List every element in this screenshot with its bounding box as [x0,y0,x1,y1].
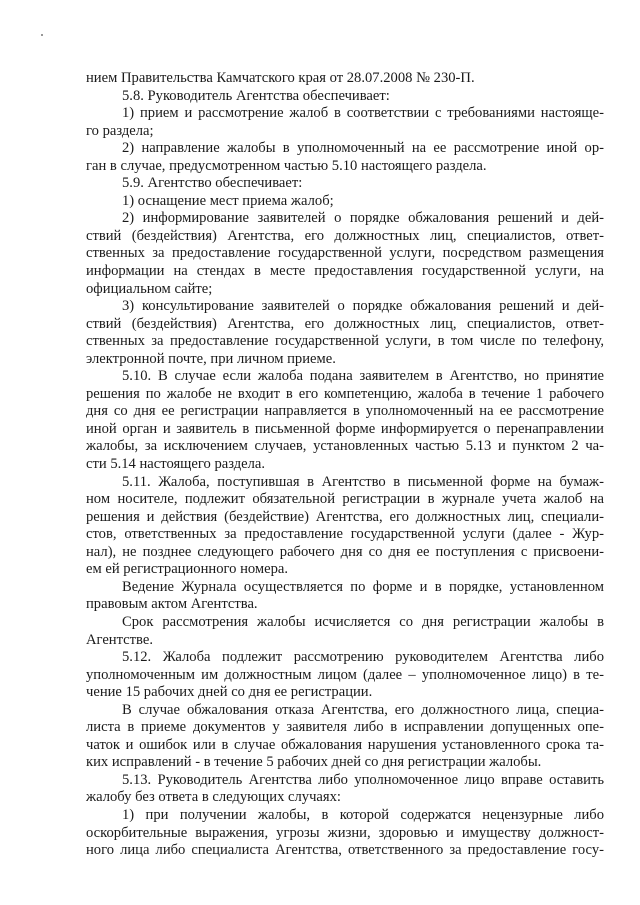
text-line: ствий (бездействия) Агентства, его должностных лиц, специалистов, ответ- [86,315,604,332]
text-line: правовым актом Агентства. [86,596,258,613]
text-line: стов, ответственных за предоставление государственной услуги (далее - Жур- [86,526,604,543]
document-body [86,70,604,860]
text-line: ган в случае, предусмотренном частью 5.10 настоящего раздела. [86,157,487,174]
text-line: ствий (бездействия) Агентства, его должностных лиц, специалистов, ответ- [86,227,604,244]
text-line: Срок рассмотрения жалобы исчисляется со дня регистрации жалобы в [122,613,604,630]
text-line: 5.9. Агентство обеспечивает: [122,175,303,192]
text-line: ственных за предоставление государственной услуги, в том числе по телефону, [86,333,604,350]
text-line: 1) оснащение мест приема жалоб; [122,192,334,209]
text-line: ном носителе, подлежит обязательной регистрации в журнале учета жалоб на [86,491,604,508]
text-line: электронной почте, при личном приеме. [86,350,336,367]
text-line: го раздела; [86,122,154,139]
text-line: 5.12. Жалоба подлежит рассмотрению руководителем Агентства либо [122,649,604,666]
text-line: 2) направление жалобы в уполномоченный на ее рассмотрение иной ор- [122,140,604,157]
text-line: информации на стендах в месте предоставления государственной услуги, на [86,263,604,280]
text-line: уполномоченным им должностным лицом (далее – уполномоченное лицо) в те- [86,666,604,683]
text-line: решения и действия (бездействие) Агентства, его должностных лиц, специали- [86,508,604,525]
text-line: 1) прием и рассмотрение жалоб в соответствии с требованиями настояще- [122,105,604,122]
text-line: ного лица либо специалиста Агентства, ответственного за предоставление госу- [86,842,604,859]
text-line: жалобу без ответа в следующих случаях: [86,789,341,806]
text-line: официальном сайте; [86,280,213,297]
text-line: ких исправлений - в течение 5 рабочих дней со дня регистрации жалобы. [86,754,542,771]
text-line: ем ей регистрационного номера. [86,561,289,578]
text-line: 3) консультирование заявителей о порядке обжалования решений и дей- [122,298,604,315]
text-line: жалобы, за исключением случаев, установленных частью 5.13 и пунктом 2 ча- [86,438,604,455]
text-line: 2) информирование заявителей о порядке обжалования решений и дей- [122,210,604,227]
text-line: 5.10. В случае если жалоба подана заявителем в Агентство, но принятие [122,368,604,385]
text-line: В случае обжалования отказа Агентства, его должностного лица, специа- [122,701,604,718]
text-line: решения по жалобе не входит в его компетенцию, жалоба в течение 1 рабочего [86,385,604,402]
text-line: Агентстве. [86,631,153,648]
text-line: чение 15 рабочих дней со дня ее регистрации. [86,684,373,701]
text-line: нал), не позднее следующего рабочего дня со дня ее поступления с присвоени- [86,543,604,560]
text-line: 5.8. Руководитель Агентства обеспечивает: [122,87,390,104]
text-line: оскорбительные выражения, угрозы жизни, здоровью и имуществу должност- [86,824,604,841]
text-line: Ведение Журнала осуществляется по форме и в порядке, установленном [122,578,604,595]
text-line: 5.13. Руководитель Агентства либо уполномоченное лицо вправе оставить [122,771,604,788]
text-line: дня со дня ее регистрации направляется в уполномоченный на ее рассмотрение [86,403,604,420]
text-line: ственных за предоставление государственной услуги, посредством размещения [86,245,604,262]
text-line: 5.11. Жалоба, поступившая в Агентство в письменной форме на бумаж- [122,473,604,490]
text-line: чаток и ошибок или в случае обжалования нарушения установленного срока та- [86,736,604,753]
text-line: нием Правительства Камчатского края от 28.07.2008 № 230-П. [86,70,475,86]
scan-speck [41,34,43,36]
text-line: иной орган и заявитель в письменной форме информируется о перенаправлении [86,420,604,437]
text-line: сти 5.14 настоящего раздела. [86,456,266,473]
text-line: листа в приеме документов у заявителя либо в исправлении допущенных опе- [86,719,604,736]
text-line: 1) при получении жалобы, в которой содержатся нецензурные либо [122,806,604,823]
